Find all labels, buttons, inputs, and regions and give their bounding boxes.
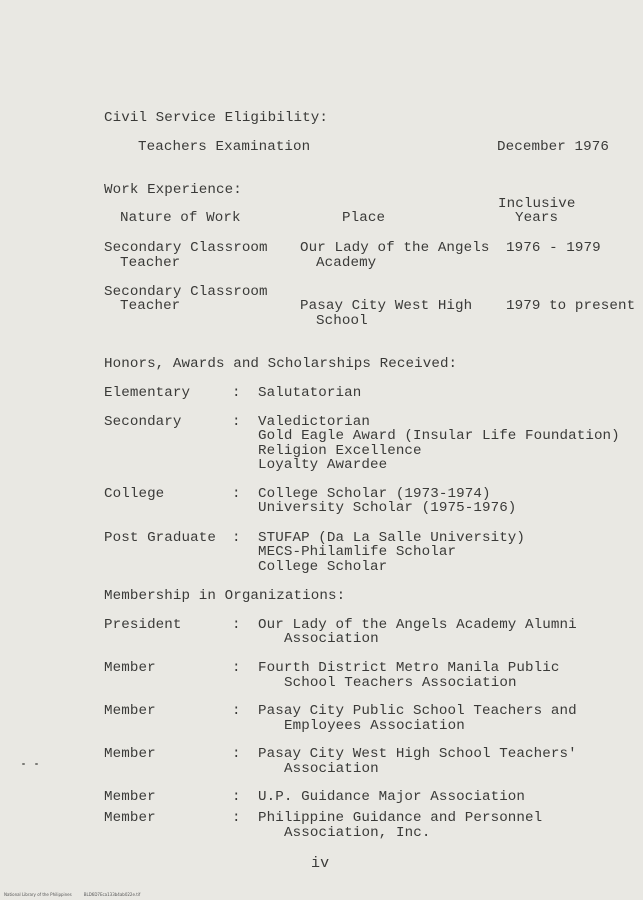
- work-row-1-place: Our Lady of the Angels: [300, 240, 490, 256]
- honors-separator: :: [232, 486, 241, 502]
- membership-org: Pasay City Public School Teachers and: [258, 703, 577, 719]
- membership-heading: Membership in Organizations:: [104, 588, 346, 604]
- scan-footer: [4, 892, 152, 897]
- membership-separator: :: [232, 810, 241, 826]
- work-col-place: Place: [342, 210, 386, 226]
- work-col-years-line2: Years: [515, 210, 559, 226]
- work-row-1-years: 1976 - 1979: [506, 240, 601, 256]
- membership-org: Pasay City West High School Teachers': [258, 746, 577, 762]
- honors-postgrad-item: College Scholar: [258, 559, 388, 575]
- honors-postgrad-item: STUFAP (Da La Salle University): [258, 530, 526, 546]
- membership-role: Member: [104, 810, 156, 826]
- membership-org: Our Lady of the Angels Academy Alumni: [258, 617, 577, 633]
- membership-role: Member: [104, 746, 156, 762]
- honors-heading: Honors, Awards and Scholarships Received:: [104, 356, 458, 372]
- honors-elementary-label: Elementary: [104, 385, 191, 401]
- work-row-1-place-cont: Academy: [316, 255, 377, 271]
- honors-college-label: College: [104, 486, 165, 502]
- membership-role: Member: [104, 703, 156, 719]
- honors-secondary-item: Valedictorian: [258, 414, 370, 430]
- honors-secondary-label: Secondary: [104, 414, 182, 430]
- membership-org-cont: School Teachers Association: [284, 675, 517, 691]
- membership-separator: :: [232, 703, 241, 719]
- work-row-1-nature: Secondary Classroom: [104, 240, 268, 256]
- civil-service-date: December 1976: [497, 139, 609, 155]
- membership-org: Philippine Guidance and Personnel: [258, 810, 543, 826]
- honors-secondary-item: Gold Eagle Award (Insular Life Foundation): [258, 428, 620, 444]
- membership-role: Member: [104, 789, 156, 805]
- membership-org-cont: Association: [284, 761, 379, 777]
- membership-org: Fourth District Metro Manila Public: [258, 660, 560, 676]
- honors-secondary-item: Loyalty Awardee: [258, 457, 388, 473]
- work-col-years-line1: Inclusive: [498, 196, 576, 212]
- honors-postgrad-item: MECS-Philamlife Scholar: [258, 544, 457, 560]
- footer-code: BLD6D7Eca133b4ab022e.tif: [83, 892, 141, 897]
- page-number: iv: [311, 855, 330, 872]
- work-row-2-years: 1979 to present: [506, 298, 636, 314]
- footer-library: National Library of the Philippines: [4, 892, 72, 897]
- civil-service-heading: Civil Service Eligibility:: [104, 110, 328, 126]
- work-row-2-place: Pasay City West High: [300, 298, 473, 314]
- membership-separator: :: [232, 617, 241, 633]
- honors-postgrad-label: Post Graduate: [104, 530, 216, 546]
- honors-college-item: College Scholar (1973-1974): [258, 486, 491, 502]
- work-row-1-nature-cont: Teacher: [120, 255, 181, 271]
- membership-separator: :: [232, 789, 241, 805]
- work-row-2-nature-cont: Teacher: [120, 298, 181, 314]
- honors-separator: :: [232, 530, 241, 546]
- work-col-nature: Nature of Work: [120, 210, 241, 226]
- membership-org: U.P. Guidance Major Association: [258, 789, 526, 805]
- membership-role: President: [104, 617, 182, 633]
- membership-org-cont: Employees Association: [284, 718, 465, 734]
- honors-college-item: University Scholar (1975-1976): [258, 500, 517, 516]
- honors-secondary-item: Religion Excellence: [258, 443, 422, 459]
- work-row-2-nature: Secondary Classroom: [104, 284, 268, 300]
- honors-separator: :: [232, 414, 241, 430]
- civil-service-exam: Teachers Examination: [138, 139, 311, 155]
- work-row-2-place-cont: School: [316, 313, 368, 329]
- membership-separator: :: [232, 660, 241, 676]
- honors-separator: :: [232, 385, 241, 401]
- membership-separator: :: [232, 746, 241, 762]
- scan-marks: [22, 752, 48, 770]
- work-experience-heading: Work Experience:: [104, 182, 242, 198]
- membership-role: Member: [104, 660, 156, 676]
- membership-org-cont: Association: [284, 631, 379, 647]
- membership-org-cont: Association, Inc.: [284, 825, 431, 841]
- honors-elementary-item: Salutatorian: [258, 385, 362, 401]
